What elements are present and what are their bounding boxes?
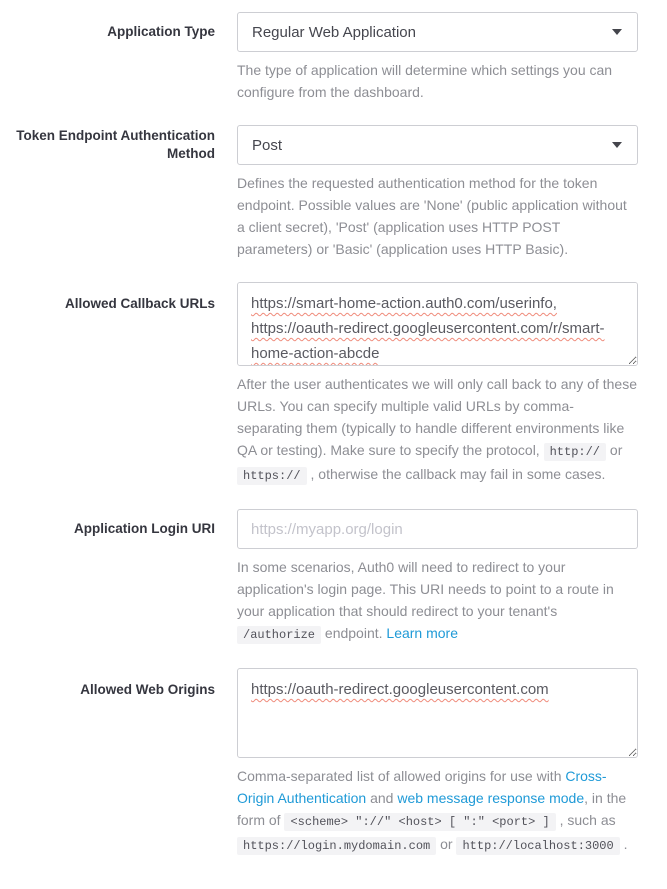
http-protocol-code: http:// (544, 443, 606, 461)
label-column (0, 12, 215, 103)
field-column (237, 125, 638, 260)
field-row-allowed-web-origins (0, 668, 667, 857)
web-message-response-mode-link[interactable]: web message response mode (397, 790, 585, 806)
field-column (237, 12, 638, 103)
help-text: The type of application will determine which settings you can configure from the dashboard. (237, 62, 613, 100)
help-text: , such as (555, 812, 616, 828)
help-text: and (366, 790, 398, 806)
token-endpoint-auth-method-select-value: Post (252, 136, 283, 154)
help-text: . (619, 836, 628, 852)
help-text: , otherwise the callback may fail in some cases. (306, 466, 606, 482)
token-endpoint-auth-method-select[interactable] (237, 125, 638, 165)
label-column (0, 282, 215, 487)
help-text: In some scenarios, Auth0 will need to redirect to your application's login page. This URI needs to point to a route in your application that should redirect to your tenant's (237, 559, 614, 619)
field-column (237, 668, 638, 857)
application-type-select-value: Regular Web Application (252, 23, 416, 41)
help-text: or (436, 836, 457, 852)
application-type-help (237, 59, 638, 103)
label-column (0, 509, 215, 646)
localhost-example-code: http://localhost:3000 (456, 837, 619, 855)
allowed-web-origins-label: Allowed Web Origins (80, 682, 215, 697)
https-protocol-code: https:// (237, 467, 307, 485)
allowed-callback-urls-help (237, 373, 638, 487)
application-type-label: Application Type (107, 24, 215, 39)
chevron-down-icon (612, 29, 622, 35)
field-row-application-login-uri (0, 509, 667, 646)
field-column (237, 509, 638, 646)
allowed-callback-urls-textarea[interactable] (237, 282, 638, 366)
chevron-down-icon (612, 142, 622, 148)
token-endpoint-auth-method-label: Token Endpoint Authentication Method (16, 128, 215, 161)
learn-more-link[interactable]: Learn more (386, 625, 458, 641)
help-text: , in the form of (237, 790, 627, 828)
help-text: or (606, 442, 623, 458)
mydomain-example-code: https://login.mydomain.com (237, 837, 436, 855)
origin-format-code: <scheme> "://" <host> [ ":" <port> ] (284, 813, 555, 831)
field-row-application-type (0, 12, 667, 103)
help-text: Defines the requested authentication method for the token endpoint. Possible values are 'None' (public application without a client secret), 'Post' (application uses HTTP POST parameters) or 'Basic' (application uses HTTP Basic). (237, 175, 627, 257)
cross-origin-authentication-link[interactable]: Cross-Origin Authentication (237, 768, 607, 806)
authorize-endpoint-code: /authorize (237, 626, 321, 644)
application-type-select[interactable] (237, 12, 638, 52)
label-column (0, 668, 215, 857)
application-login-uri-help (237, 556, 638, 646)
allowed-web-origins-textarea[interactable] (237, 668, 638, 758)
token-endpoint-auth-method-help (237, 172, 638, 260)
allowed-web-origins-help (237, 765, 638, 857)
application-login-uri-label: Application Login URI (74, 521, 215, 536)
help-text: After the user authenticates we will only call back to any of these URLs. You can specify multiple valid URLs by comma-separating them (typically to handle different environments like QA or testing). Make sure to specify the protocol, (237, 376, 637, 458)
allowed-callback-urls-label: Allowed Callback URLs (64, 296, 215, 311)
application-login-uri-input[interactable] (237, 509, 638, 549)
label-column (0, 125, 215, 260)
field-row-allowed-callback-urls (0, 282, 667, 487)
help-text: Comma-separated list of allowed origins for use with (237, 768, 566, 784)
field-row-token-endpoint-auth-method (0, 125, 667, 260)
field-column (237, 282, 638, 487)
help-text: endpoint. (321, 625, 387, 641)
